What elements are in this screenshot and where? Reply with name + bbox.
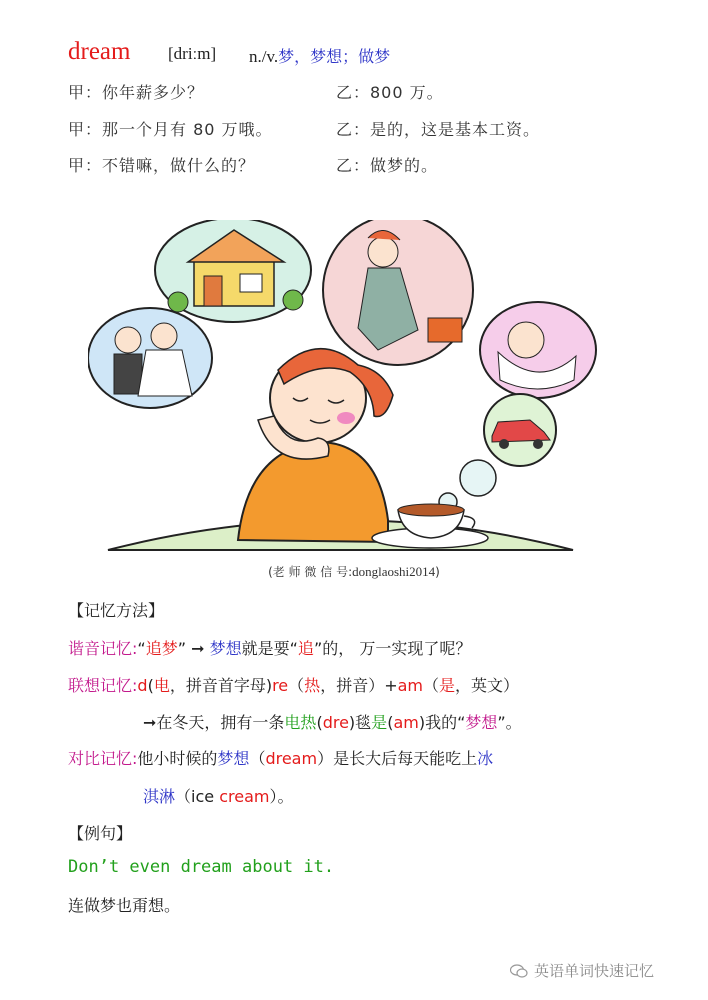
watermark	[510, 960, 654, 981]
arrow-icon: ➞	[191, 639, 205, 658]
watermark-text: 英语单词快速记忆	[534, 962, 655, 980]
contrast-mengxiang: 梦想	[217, 749, 250, 768]
quote-open: “	[137, 639, 146, 658]
caption-suffix: )	[435, 565, 440, 579]
contrast-text-1: 他小时候的	[137, 749, 218, 768]
example-sentence: Don’t even dream about it.	[68, 857, 335, 877]
part-of-speech	[249, 44, 390, 67]
homophone-rest: ”的， 万一实现了呢？	[313, 639, 472, 658]
assoc-text-3: ，英文）	[455, 676, 520, 695]
girl-figure	[238, 349, 393, 542]
paren: （	[288, 676, 305, 695]
assoc2-end: ”。	[497, 713, 522, 732]
memory-heading: 【记忆方法】	[68, 601, 165, 620]
paren: （	[249, 749, 266, 768]
contrast-text-3: ）是长大后每天能吃上	[317, 749, 478, 768]
contrast-bing: 冰	[477, 749, 494, 768]
homophone-label: 谐音记忆:	[68, 639, 138, 658]
headword: dream	[68, 38, 131, 65]
dialogue-b-2: 乙：是的，这是基本工资。	[336, 120, 541, 139]
contrast-line-2	[143, 784, 293, 807]
dialogue-a-1: 甲：你年薪多少？	[68, 83, 205, 102]
contrast-label: 对比记忆:	[68, 749, 138, 768]
contrast-dream: dream	[265, 749, 318, 768]
example-heading: 【例句】	[68, 824, 133, 843]
dialogue-a-2: 甲：那一个月有 80 万哦。	[68, 120, 273, 139]
paren: (	[387, 713, 394, 732]
contrast-qilin: 淇淋	[143, 787, 176, 806]
assoc-re: re	[272, 676, 289, 695]
dreaming-girl-illustration	[88, 220, 598, 555]
contrast-line	[68, 746, 493, 769]
meaning: 梦，梦想；做梦	[278, 47, 391, 66]
homophone-line	[68, 636, 471, 659]
assoc2-dianre: 电热	[284, 713, 317, 732]
dialogue-b-1: 乙：800 万。	[336, 83, 444, 102]
assoc-re-cn: 热	[304, 676, 321, 695]
image-caption	[0, 563, 708, 580]
zhuimeng: 追梦	[145, 639, 178, 658]
paren: (	[147, 676, 154, 695]
quote-close: ”	[177, 639, 187, 658]
wechat-icon	[510, 964, 528, 978]
assoc2-mengxiang: 梦想	[465, 713, 498, 732]
homophone-mid: 就是要“	[241, 639, 298, 658]
assoc2-dre: dre	[322, 713, 349, 732]
dialogue-b-3: 乙：做梦的。	[336, 156, 439, 175]
phonetic: [driːm]	[168, 44, 217, 63]
zhui: 追	[297, 639, 314, 658]
assoc2-text-1: 在冬天，拥有一条	[156, 713, 285, 732]
contrast-end: ）。	[269, 787, 294, 806]
dialogue-a-3: 甲：不错嘛，做什么的？	[68, 156, 256, 175]
assoc-dian: 电	[153, 676, 170, 695]
arrow-icon: ➞	[143, 713, 157, 732]
assoc2-tan: )毯	[348, 713, 372, 732]
contrast-cream: cream	[219, 787, 270, 806]
association-line	[68, 673, 519, 696]
assoc2-am: am	[393, 713, 419, 732]
assoc2-shi: 是	[371, 713, 388, 732]
caption-prefix: (老 师 微 信 号:	[268, 565, 353, 579]
thought-bubble-small	[460, 460, 496, 496]
assoc-shi: 是	[439, 676, 456, 695]
contrast-ice: （ice	[175, 787, 220, 806]
caption-handle: donglaoshi2014	[352, 564, 436, 579]
assoc-text-1: ，拼音首字母)	[169, 676, 273, 695]
pos-label: n./v.	[249, 47, 279, 66]
assoc-d: d	[137, 676, 148, 695]
paren: (	[316, 713, 323, 732]
mengxiang: 梦想	[209, 639, 242, 658]
assoc-am: am	[397, 676, 423, 695]
association-line-2	[143, 710, 522, 733]
assoc-text-2: ，拼音）+	[320, 676, 398, 695]
association-label: 联想记忆:	[68, 676, 138, 695]
paren: （	[423, 676, 440, 695]
assoc2-wode: )我的“	[418, 713, 466, 732]
example-translation: 连做梦也甭想。	[68, 896, 181, 915]
